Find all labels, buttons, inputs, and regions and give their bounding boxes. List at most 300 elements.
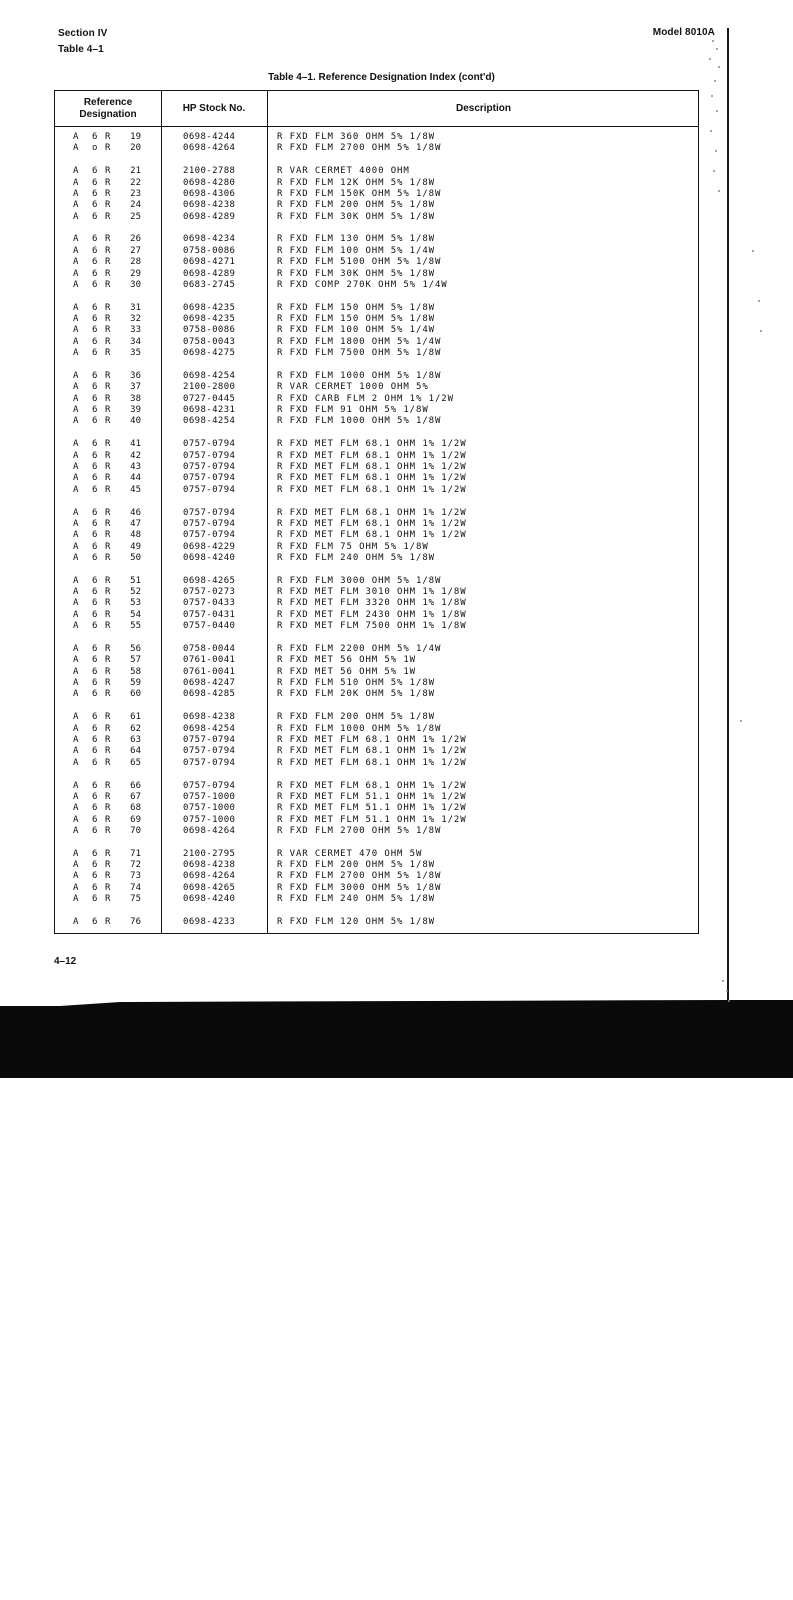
ref-board-cell: 6 — [92, 484, 98, 495]
description-cell: R FXD FLM 2700 OHM 5% 1/8W — [277, 143, 442, 154]
stock-number-cell: 0758-0044 — [183, 644, 236, 654]
ref-type-cell: R — [105, 473, 111, 484]
scan-speck — [716, 110, 718, 112]
ref-board-cell: 6 — [92, 575, 98, 586]
stock-number-cell: 0698-4254 — [183, 370, 236, 381]
ref-assembly-cell: A — [73, 393, 79, 404]
ref-number-cell: 20 — [130, 143, 141, 154]
ref-type-cell: R — [105, 530, 111, 541]
description-cell: R FXD MET FLM 68.1 OHM 1% 1/2W — [277, 757, 467, 768]
ref-number-cell: 66 — [130, 780, 141, 791]
description-cell: R FXD FLM 30K OHM 5% 1/8W — [277, 211, 435, 222]
description-cell: R FXD MET FLM 51.1 OHM 1% 1/2W — [277, 814, 467, 825]
stock-number-cell: 0698-4231 — [183, 405, 236, 415]
stock-number-cell: 2100-2800 — [183, 382, 236, 393]
ref-number-cell: 59 — [130, 678, 141, 688]
ref-number-cell: 19 — [130, 132, 141, 142]
table-row — [55, 132, 698, 143]
description-cell: R FXD FLM 5100 OHM 5% 1/8W — [277, 257, 442, 268]
description-cell: R FXD MET FLM 2430 OHM 1% 1/8W — [277, 609, 467, 620]
ref-board-cell: 6 — [92, 734, 98, 745]
stock-number-cell: 0757-0794 — [183, 484, 236, 495]
ref-type-cell: R — [105, 917, 111, 927]
description-cell: R FXD MET FLM 68.1 OHM 1% 1/2W — [277, 746, 467, 757]
ref-assembly-cell: A — [73, 848, 79, 859]
description-cell: R FXD FLM 150 OHM 5% 1/8W — [277, 302, 435, 313]
ref-assembly-cell: A — [73, 188, 79, 199]
scan-speck — [758, 300, 760, 302]
table-row — [55, 257, 698, 268]
ref-type-cell: R — [105, 132, 111, 142]
ref-board-cell: 6 — [92, 200, 98, 211]
stock-number-cell: 0757-0794 — [183, 507, 236, 518]
ref-type-cell: R — [105, 791, 111, 802]
scan-dark-band — [0, 1000, 793, 1078]
ref-assembly-cell: A — [73, 860, 79, 871]
ref-assembly-cell: A — [73, 507, 79, 518]
stock-number-cell: 0683-2745 — [183, 279, 236, 290]
ref-type-cell: R — [105, 382, 111, 393]
scan-speck — [728, 1000, 730, 1002]
table-row — [55, 871, 698, 882]
ref-board-cell: 6 — [92, 279, 98, 290]
ref-assembly-cell: A — [73, 257, 79, 268]
ref-board-cell: 6 — [92, 518, 98, 529]
stock-number-cell: 0698-4289 — [183, 211, 236, 222]
ref-number-cell: 71 — [130, 848, 141, 859]
description-cell: R FXD FLM 20K OHM 5% 1/8W — [277, 689, 435, 700]
scan-speck — [714, 80, 716, 82]
ref-type-cell: R — [105, 757, 111, 768]
stock-number-cell: 0698-4247 — [183, 678, 236, 688]
ref-assembly-cell: A — [73, 405, 79, 415]
ref-assembly-cell: A — [73, 803, 79, 814]
ref-assembly-cell: A — [73, 746, 79, 757]
description-cell: R FXD MET FLM 68.1 OHM 1% 1/2W — [277, 734, 467, 745]
ref-board-cell: 6 — [92, 405, 98, 415]
ref-board-cell: 6 — [92, 848, 98, 859]
ref-number-cell: 40 — [130, 416, 141, 427]
model-label: Model 8010A — [652, 27, 715, 38]
ref-type-cell: R — [105, 655, 111, 666]
scan-speck — [726, 990, 728, 992]
table-row — [55, 644, 698, 655]
ref-type-cell: R — [105, 370, 111, 381]
ref-number-cell: 45 — [130, 484, 141, 495]
description-cell: R FXD FLM 240 OHM 5% 1/8W — [277, 552, 435, 563]
description-cell: R FXD MET FLM 68.1 OHM 1% 1/2W — [277, 461, 467, 472]
ref-assembly-cell: A — [73, 825, 79, 836]
ref-assembly-cell: A — [73, 598, 79, 609]
table-row — [55, 598, 698, 609]
table-row — [55, 303, 698, 314]
ref-board-cell: 6 — [92, 302, 98, 313]
reference-designation-table — [54, 90, 699, 934]
stock-number-cell: 0757-1000 — [183, 791, 236, 802]
ref-board-cell: 6 — [92, 461, 98, 472]
description-cell: R FXD FLM 12K OHM 5% 1/8W — [277, 177, 435, 188]
table-row — [55, 485, 698, 496]
stock-number-cell: 0698-4264 — [183, 871, 236, 882]
table-row — [55, 189, 698, 200]
ref-type-cell: R — [105, 450, 111, 461]
scan-speck — [752, 250, 754, 252]
ref-type-cell: R — [105, 166, 111, 177]
ref-board-cell: 6 — [92, 655, 98, 666]
description-cell: R FXD FLM 30K OHM 5% 1/8W — [277, 268, 435, 279]
description-cell: R FXD FLM 200 OHM 5% 1/8W — [277, 200, 435, 211]
description-cell: R FXD FLM 3000 OHM 5% 1/8W — [277, 575, 442, 586]
table-row — [55, 269, 698, 280]
description-cell: R FXD MET FLM 51.1 OHM 1% 1/2W — [277, 791, 467, 802]
ref-number-cell: 72 — [130, 860, 141, 871]
description-cell: R FXD FLM 7500 OHM 5% 1/8W — [277, 348, 442, 359]
section-label: Section IV — [58, 28, 108, 39]
ref-assembly-cell: A — [73, 518, 79, 529]
table-row — [55, 405, 698, 416]
ref-type-cell: R — [105, 814, 111, 825]
description-cell: R FXD FLM 130 OHM 5% 1/8W — [277, 234, 435, 245]
ref-number-cell: 38 — [130, 393, 141, 404]
table-row — [55, 246, 698, 257]
ref-type-cell: R — [105, 780, 111, 791]
ref-assembly-cell: A — [73, 689, 79, 700]
column-header-reference-designation — [55, 97, 161, 121]
table-row — [55, 234, 698, 245]
description-cell: R FXD FLM 2700 OHM 5% 1/8W — [277, 825, 442, 836]
description-cell: R FXD FLM 2200 OHM 5% 1/4W — [277, 644, 442, 654]
table-row — [55, 917, 698, 928]
ref-board-cell: 6 — [92, 552, 98, 563]
description-cell: R FXD MET 56 OHM 5% 1W — [277, 655, 417, 666]
table-row — [55, 610, 698, 621]
ref-assembly-cell: A — [73, 678, 79, 688]
ref-number-cell: 48 — [130, 530, 141, 541]
stock-number-cell: 0757-0794 — [183, 757, 236, 768]
description-cell: R FXD FLM 1000 OHM 5% 1/8W — [277, 723, 442, 734]
ref-type-cell: R — [105, 188, 111, 199]
ref-assembly-cell: A — [73, 609, 79, 620]
description-cell: R FXD FLM 1000 OHM 5% 1/8W — [277, 370, 442, 381]
ref-type-cell: R — [105, 325, 111, 336]
ref-board-cell: 6 — [92, 587, 98, 598]
ref-type-cell: R — [105, 541, 111, 552]
ref-number-cell: 65 — [130, 757, 141, 768]
description-cell: R FXD MET FLM 51.1 OHM 1% 1/2W — [277, 803, 467, 814]
ref-board-cell: 6 — [92, 370, 98, 381]
ref-board-cell: 6 — [92, 268, 98, 279]
ref-number-cell: 22 — [130, 177, 141, 188]
ref-type-cell: R — [105, 518, 111, 529]
ref-number-cell: 30 — [130, 279, 141, 290]
stock-number-cell: 0757-0273 — [183, 587, 236, 598]
scan-speck — [718, 190, 720, 192]
ref-assembly-cell: A — [73, 723, 79, 734]
table-row — [55, 746, 698, 757]
column-header-stock-no: HP Stock No. — [182, 103, 246, 114]
ref-number-cell: 67 — [130, 791, 141, 802]
stock-number-cell: 0698-4233 — [183, 917, 236, 927]
ref-type-cell: R — [105, 143, 111, 154]
table-row — [55, 508, 698, 519]
ref-assembly-cell: A — [73, 245, 79, 256]
table-row — [55, 815, 698, 826]
ref-type-cell: R — [105, 279, 111, 290]
stock-number-cell: 0727-0445 — [183, 393, 236, 404]
ref-number-cell: 56 — [130, 644, 141, 654]
table-row — [55, 143, 698, 154]
ref-type-cell: R — [105, 405, 111, 415]
description-cell: R FXD MET FLM 3010 OHM 1% 1/8W — [277, 587, 467, 598]
ref-number-cell: 54 — [130, 609, 141, 620]
scan-speck — [712, 40, 714, 42]
ref-type-cell: R — [105, 302, 111, 313]
ref-assembly-cell: A — [73, 439, 79, 450]
table-row — [55, 530, 698, 541]
ref-assembly-cell: A — [73, 621, 79, 632]
table-row — [55, 382, 698, 393]
ref-number-cell: 68 — [130, 803, 141, 814]
ref-number-cell: 35 — [130, 348, 141, 359]
description-cell: R FXD FLM 510 OHM 5% 1/8W — [277, 678, 435, 688]
ref-number-cell: 50 — [130, 552, 141, 563]
ref-board-cell: 6 — [92, 803, 98, 814]
stock-number-cell: 0698-4254 — [183, 723, 236, 734]
description-cell: R FXD FLM 75 OHM 5% 1/8W — [277, 541, 429, 552]
stock-number-cell: 0757-1000 — [183, 803, 236, 814]
table-row — [55, 553, 698, 564]
ref-number-cell: 39 — [130, 405, 141, 415]
scan-speck — [718, 66, 720, 68]
ref-board-cell: 6 — [92, 825, 98, 836]
ref-type-cell: R — [105, 689, 111, 700]
ref-type-cell: R — [105, 712, 111, 723]
ref-type-cell: R — [105, 825, 111, 836]
ref-board-cell: 6 — [92, 814, 98, 825]
ref-number-cell: 31 — [130, 302, 141, 313]
description-cell: R FXD MET FLM 3320 OHM 1% 1/8W — [277, 598, 467, 609]
ref-number-cell: 52 — [130, 587, 141, 598]
ref-board-cell: 6 — [92, 757, 98, 768]
table-caption: Table 4–1. Reference Designation Index (cont'd) — [268, 72, 495, 83]
description-cell: R FXD FLM 1000 OHM 5% 1/8W — [277, 416, 442, 427]
ref-board-cell: o — [92, 143, 98, 154]
ref-number-cell: 33 — [130, 325, 141, 336]
ref-type-cell: R — [105, 734, 111, 745]
ref-board-cell: 6 — [92, 450, 98, 461]
ref-number-cell: 69 — [130, 814, 141, 825]
ref-board-cell: 6 — [92, 723, 98, 734]
ref-type-cell: R — [105, 336, 111, 347]
description-cell: R FXD FLM 120 OHM 5% 1/8W — [277, 917, 435, 927]
ref-board-cell: 6 — [92, 712, 98, 723]
ref-type-cell: R — [105, 439, 111, 450]
ref-number-cell: 76 — [130, 917, 141, 927]
ref-number-cell: 46 — [130, 507, 141, 518]
ref-assembly-cell: A — [73, 302, 79, 313]
ref-type-cell: R — [105, 882, 111, 893]
ref-type-cell: R — [105, 587, 111, 598]
ref-assembly-cell: A — [73, 132, 79, 142]
stock-number-cell: 0757-0794 — [183, 473, 236, 484]
description-cell: R FXD FLM 150 OHM 5% 1/8W — [277, 314, 435, 324]
ref-assembly-cell: A — [73, 382, 79, 393]
ref-board-cell: 6 — [92, 245, 98, 256]
stock-number-cell: 0698-4229 — [183, 541, 236, 552]
description-cell: R FXD FLM 100 OHM 5% 1/4W — [277, 325, 435, 336]
ref-assembly-cell: A — [73, 314, 79, 324]
scan-speck — [713, 170, 715, 172]
ref-number-cell: 36 — [130, 370, 141, 381]
table-row — [55, 894, 698, 905]
description-cell: R FXD MET FLM 68.1 OHM 1% 1/2W — [277, 484, 467, 495]
ref-board-cell: 6 — [92, 234, 98, 245]
ref-type-cell: R — [105, 609, 111, 620]
table-row — [55, 325, 698, 336]
description-cell: R FXD FLM 100 OHM 5% 1/4W — [277, 245, 435, 256]
ref-number-cell: 61 — [130, 712, 141, 723]
stock-number-cell: 0758-0086 — [183, 325, 236, 336]
description-cell: R VAR CERMET 470 OHM 5W — [277, 848, 423, 859]
table-row — [55, 416, 698, 427]
header-divider — [55, 126, 698, 127]
ref-type-cell: R — [105, 245, 111, 256]
description-cell: R FXD MET FLM 68.1 OHM 1% 1/2W — [277, 450, 467, 461]
ref-number-cell: 60 — [130, 689, 141, 700]
description-cell: R FXD MET FLM 68.1 OHM 1% 1/2W — [277, 439, 467, 450]
ref-type-cell: R — [105, 666, 111, 677]
ref-type-cell: R — [105, 803, 111, 814]
table-row — [55, 792, 698, 803]
ref-board-cell: 6 — [92, 393, 98, 404]
ref-number-cell: 37 — [130, 382, 141, 393]
ref-type-cell: R — [105, 860, 111, 871]
table-row — [55, 314, 698, 325]
description-cell: R FXD MET 56 OHM 5% 1W — [277, 666, 417, 677]
ref-type-cell: R — [105, 678, 111, 688]
stock-number-cell: 0758-0086 — [183, 245, 236, 256]
stock-number-cell: 0698-4265 — [183, 882, 236, 893]
page-number: 4–12 — [54, 956, 77, 967]
ref-number-cell: 34 — [130, 336, 141, 347]
ref-number-cell: 74 — [130, 882, 141, 893]
ref-number-cell: 23 — [130, 188, 141, 199]
ref-board-cell: 6 — [92, 860, 98, 871]
scan-speck — [740, 720, 742, 722]
ref-assembly-cell: A — [73, 871, 79, 882]
ref-assembly-cell: A — [73, 370, 79, 381]
stock-number-cell: 0698-4240 — [183, 894, 236, 905]
ref-assembly-cell: A — [73, 552, 79, 563]
table-row — [55, 371, 698, 382]
ref-board-cell: 6 — [92, 917, 98, 927]
ref-type-cell: R — [105, 177, 111, 188]
ref-assembly-cell: A — [73, 473, 79, 484]
stock-number-cell: 0698-4306 — [183, 188, 236, 199]
table-row — [55, 212, 698, 223]
description-cell: R VAR CERMET 4000 OHM — [277, 166, 410, 177]
ref-board-cell: 6 — [92, 257, 98, 268]
ref-assembly-cell: A — [73, 894, 79, 905]
description-cell: R VAR CERMET 1000 OHM 5% — [277, 382, 429, 393]
description-cell: R FXD FLM 240 OHM 5% 1/8W — [277, 894, 435, 905]
ref-board-cell: 6 — [92, 780, 98, 791]
table-row — [55, 667, 698, 678]
ref-board-cell: 6 — [92, 598, 98, 609]
ref-type-cell: R — [105, 211, 111, 222]
table-row — [55, 689, 698, 700]
ref-board-cell: 6 — [92, 871, 98, 882]
ref-assembly-cell: A — [73, 268, 79, 279]
ref-assembly-cell: A — [73, 587, 79, 598]
scan-speck — [722, 980, 724, 982]
ref-board-cell: 6 — [92, 678, 98, 688]
stock-number-cell: 2100-2795 — [183, 848, 236, 859]
stock-number-cell: 0698-4238 — [183, 200, 236, 211]
description-cell: R FXD FLM 200 OHM 5% 1/8W — [277, 860, 435, 871]
ref-assembly-cell: A — [73, 177, 79, 188]
ref-type-cell: R — [105, 552, 111, 563]
table-row — [55, 803, 698, 814]
ref-number-cell: 64 — [130, 746, 141, 757]
scan-speck — [710, 130, 712, 132]
ref-type-cell: R — [105, 598, 111, 609]
ref-assembly-cell: A — [73, 712, 79, 723]
scan-speck — [716, 48, 718, 50]
ref-number-cell: 41 — [130, 439, 141, 450]
ref-number-cell: 42 — [130, 450, 141, 461]
column-header-line: Reference — [83, 97, 133, 108]
stock-number-cell: 0698-4235 — [183, 302, 236, 313]
stock-number-cell: 0698-4234 — [183, 234, 236, 245]
ref-board-cell: 6 — [92, 382, 98, 393]
ref-assembly-cell: A — [73, 541, 79, 552]
ref-type-cell: R — [105, 257, 111, 268]
ref-assembly-cell: A — [73, 757, 79, 768]
stock-number-cell: 0698-4244 — [183, 132, 236, 142]
ref-board-cell: 6 — [92, 507, 98, 518]
ref-type-cell: R — [105, 461, 111, 472]
stock-number-cell: 0698-4238 — [183, 712, 236, 723]
stock-number-cell: 0757-0794 — [183, 780, 236, 791]
table-row — [55, 758, 698, 769]
stock-number-cell: 0698-4280 — [183, 177, 236, 188]
ref-board-cell: 6 — [92, 132, 98, 142]
column-header-description: Description — [455, 103, 511, 114]
stock-number-cell: 0698-4271 — [183, 257, 236, 268]
table-row — [55, 337, 698, 348]
ref-assembly-cell: A — [73, 484, 79, 495]
table-row — [55, 178, 698, 189]
scan-speck — [715, 150, 717, 152]
table-row — [55, 462, 698, 473]
ref-board-cell: 6 — [92, 439, 98, 450]
ref-assembly-cell: A — [73, 882, 79, 893]
ref-number-cell: 73 — [130, 871, 141, 882]
ref-board-cell: 6 — [92, 746, 98, 757]
ref-number-cell: 29 — [130, 268, 141, 279]
stock-number-cell: 0698-4238 — [183, 860, 236, 871]
table-row — [55, 621, 698, 632]
stock-number-cell: 0698-4264 — [183, 825, 236, 836]
ref-assembly-cell: A — [73, 211, 79, 222]
ref-assembly-cell: A — [73, 450, 79, 461]
ref-number-cell: 70 — [130, 825, 141, 836]
ref-board-cell: 6 — [92, 621, 98, 632]
stock-number-cell: 0757-0794 — [183, 439, 236, 450]
ref-assembly-cell: A — [73, 655, 79, 666]
ref-board-cell: 6 — [92, 530, 98, 541]
